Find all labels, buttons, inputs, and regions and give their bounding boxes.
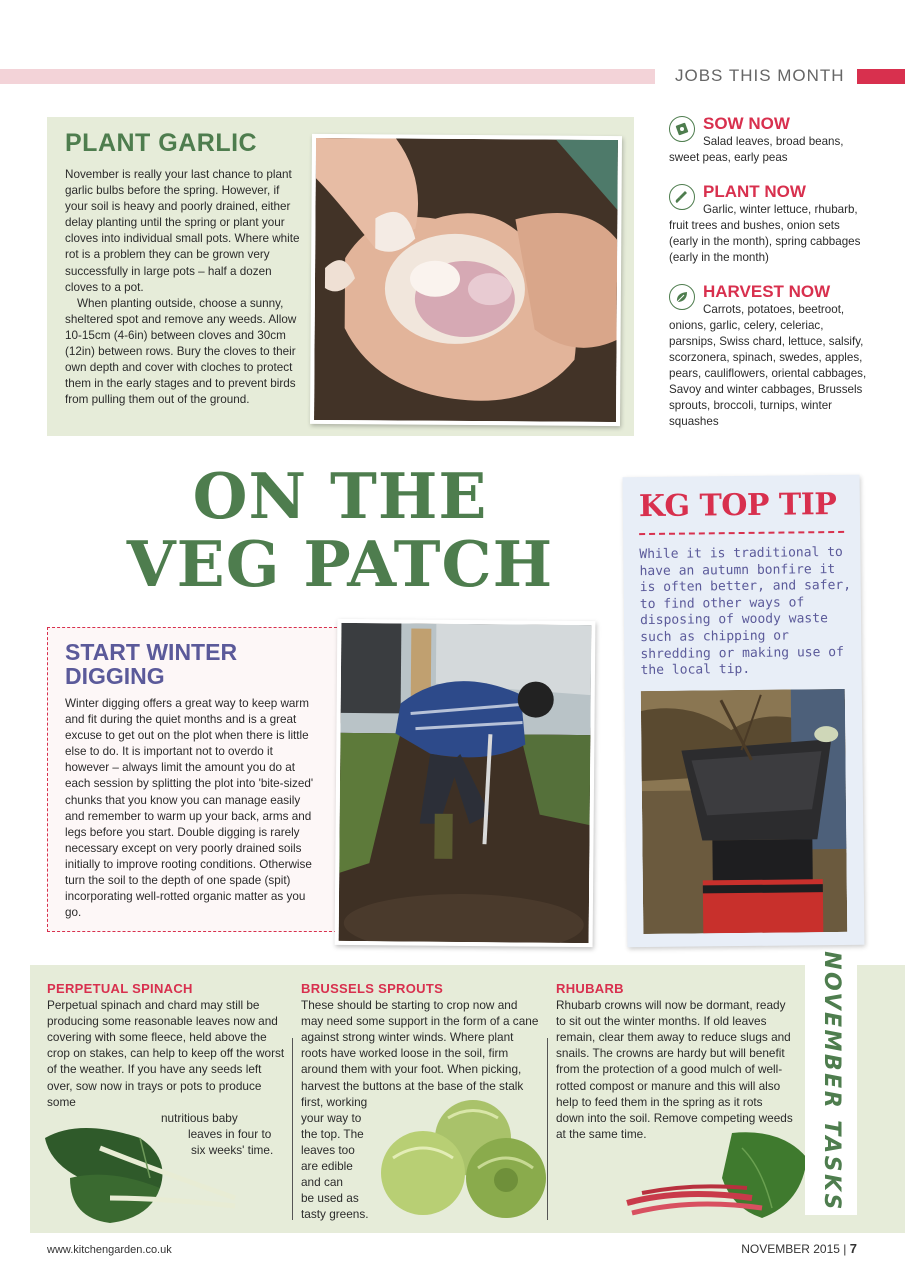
brussels-sprouts-text-end-0: your way to: [301, 1110, 362, 1125]
top-tip-text: While it is traditional to have an autumn bonfire it is often better, and safer, to find other ways of disposing of woody waste such as chipping or shredding or making use of the local tip.: [639, 544, 852, 679]
top-tip-title: KG TOP TIP: [638, 487, 837, 525]
rhubarb-section: [556, 981, 794, 1142]
footer-issue-date: NOVEMBER 2015: [741, 1242, 840, 1256]
header-pink-bar: [0, 69, 655, 84]
job-title: HARVEST NOW: [703, 282, 831, 301]
brussels-sprouts-text-end-2: leaves too: [301, 1142, 355, 1157]
sprouts-image: [378, 1098, 550, 1218]
perpetual-spinach-text-end-2: leaves in four to: [188, 1126, 272, 1141]
brussels-sprouts-text-end-6: tasty greens.: [301, 1207, 369, 1222]
plant-garlic-title: PLANT GARLIC: [65, 129, 258, 157]
job-text: Garlic, winter lettuce, rhubarb, fruit trees and bushes, onion sets (early in the month), spring cabbages (early in the month): [669, 203, 861, 264]
footer-page-number: 7: [849, 1241, 857, 1256]
garlic-hands-image: [314, 138, 618, 422]
header-red-bar: [857, 69, 905, 84]
winter-digging-panel: [47, 627, 337, 932]
plant-garlic-text: [65, 167, 305, 408]
rhubarb-text: Rhubarb crowns will now be dormant, ready to sit out the winter months. If old leaves remain, clear them away to reduce slugs and snails. The crowns are hardy but will benefit from the protection of a good mulch of well-rotted compost or manure and this will also help to feed them in the spring as it rots down into the soil. Remove competing weeds at the same time.: [556, 998, 793, 1141]
perpetual-spinach-text-end-3: six weeks' time.: [191, 1142, 274, 1157]
main-title-line-1: ON THE: [192, 459, 488, 533]
job-text: Salad leaves, broad beans, sweet peas, early peas: [669, 135, 844, 164]
jobs-column: [669, 114, 869, 446]
november-tasks-label-text: NOVEMBER TASKS: [818, 950, 844, 1212]
column-divider: [292, 1038, 293, 1220]
brussels-sprouts-text-end-4: and can: [301, 1175, 343, 1190]
chard-image: [40, 1118, 240, 1228]
footer-website: www.kitchengarden.co.uk: [47, 1244, 172, 1256]
job-plant-now: [669, 182, 869, 266]
main-title: [100, 459, 580, 601]
digging-man-image: [339, 623, 592, 943]
main-title-line-2: VEG PATCH: [126, 527, 554, 601]
garlic-photo: [310, 134, 622, 426]
winter-digging-text: Winter digging offers a great way to keep warm and fit during the quiet months and is a great excuse to get out on the plot when there is little else to do. It is important not to overdo it however – always limit the amount you do at each session by splitting the plot into 'bite-sized' chunks that you know you can manage easily and remember to warm up your back, arms and legs before you start. Double digging is rarely necessary except on very poorly drained soils initially to improve rooting conditions. Otherwise turn the soil to the depth of one spade (spit) incorporating well-rotted organic matter as you go.: [65, 697, 314, 920]
november-tasks-label: [806, 950, 856, 1212]
brussels-sprouts-text-end-5: be used as: [301, 1191, 359, 1206]
leaf-icon: [669, 284, 695, 310]
perpetual-spinach-title: PERPETUAL SPINACH: [47, 981, 193, 996]
winter-digging-title: START WINTER DIGGING: [65, 639, 238, 689]
job-harvest-now: [669, 282, 869, 430]
section-label: JOBS THIS MONTH: [675, 66, 845, 85]
rhubarb-title: RHUBARB: [556, 981, 624, 996]
brussels-sprouts-text: These should be starting to crop now and may need some support in the form of a cane against strong winter winds. Where plant roots have worked loose in the soil, firm around them with your foot. When picking, harvest the buttons at the base of the stalk first, working: [301, 998, 539, 1109]
brussels-sprouts-text-end-3: are edible: [301, 1159, 353, 1174]
plant-garlic-para-2: When planting outside, choose a sunny, sheltered spot and remove any weeds. Allow 10-15cm (4-6in) between cloves and 30cm (12in) between rows. Bury the cloves to their own depth and cover with cloches to protect them in the early stages and to prevent birds from pulling them out of the ground.: [65, 296, 297, 407]
footer-issue: NOVEMBER 2015 | 7: [741, 1241, 857, 1256]
plant-garlic-para-1: November is really your last chance to plant garlic bulbs before the spring. However, if your soil is heavy and poorly drained, either delay planting until the spring or plant your cloves into individual small pots. Where white rot is a problem they can be grown very successfully in large pots – half a dozen cloves to a pot.: [65, 168, 300, 294]
job-sow-now: [669, 114, 869, 166]
seed-packet-icon: [669, 116, 695, 142]
shredder-image: [641, 689, 848, 934]
brussels-sprouts-text-end-1: the top. The: [301, 1126, 364, 1141]
top-tip-divider: [639, 531, 844, 535]
brussels-sprouts-title: BRUSSELS SPROUTS: [301, 981, 444, 996]
column-divider: [547, 1038, 548, 1220]
top-tip-panel: [623, 475, 865, 947]
perpetual-spinach-text: Perpetual spinach and chard may still be producing some reasonable leaves now and covering with some fleece, held above the crop on stakes, can help to keep off the worst of the weather. If you have any seeds left over, sow now in trays or pots to produce some: [47, 998, 285, 1109]
job-title: PLANT NOW: [703, 182, 806, 201]
shredder-photo: [641, 689, 848, 934]
plant-garlic-panel: [47, 117, 634, 436]
perpetual-spinach-text-end-1: nutritious baby: [161, 1110, 238, 1125]
rhubarb-image: [622, 1128, 810, 1228]
job-text: Carrots, potatoes, beetroot, onions, garlic, celery, celeriac, parsnips, Swiss chard, lettuce, salsify, scorzonera, spinach, swedes, apples, pears, cauliflowers, oriental cabbages, Savoy and winter cabbages, Brussels sprouts, broccoli, turnips, winter squashes: [669, 303, 867, 428]
trowel-icon: [669, 184, 695, 210]
digging-photo: [335, 619, 596, 947]
job-title: SOW NOW: [703, 114, 790, 133]
